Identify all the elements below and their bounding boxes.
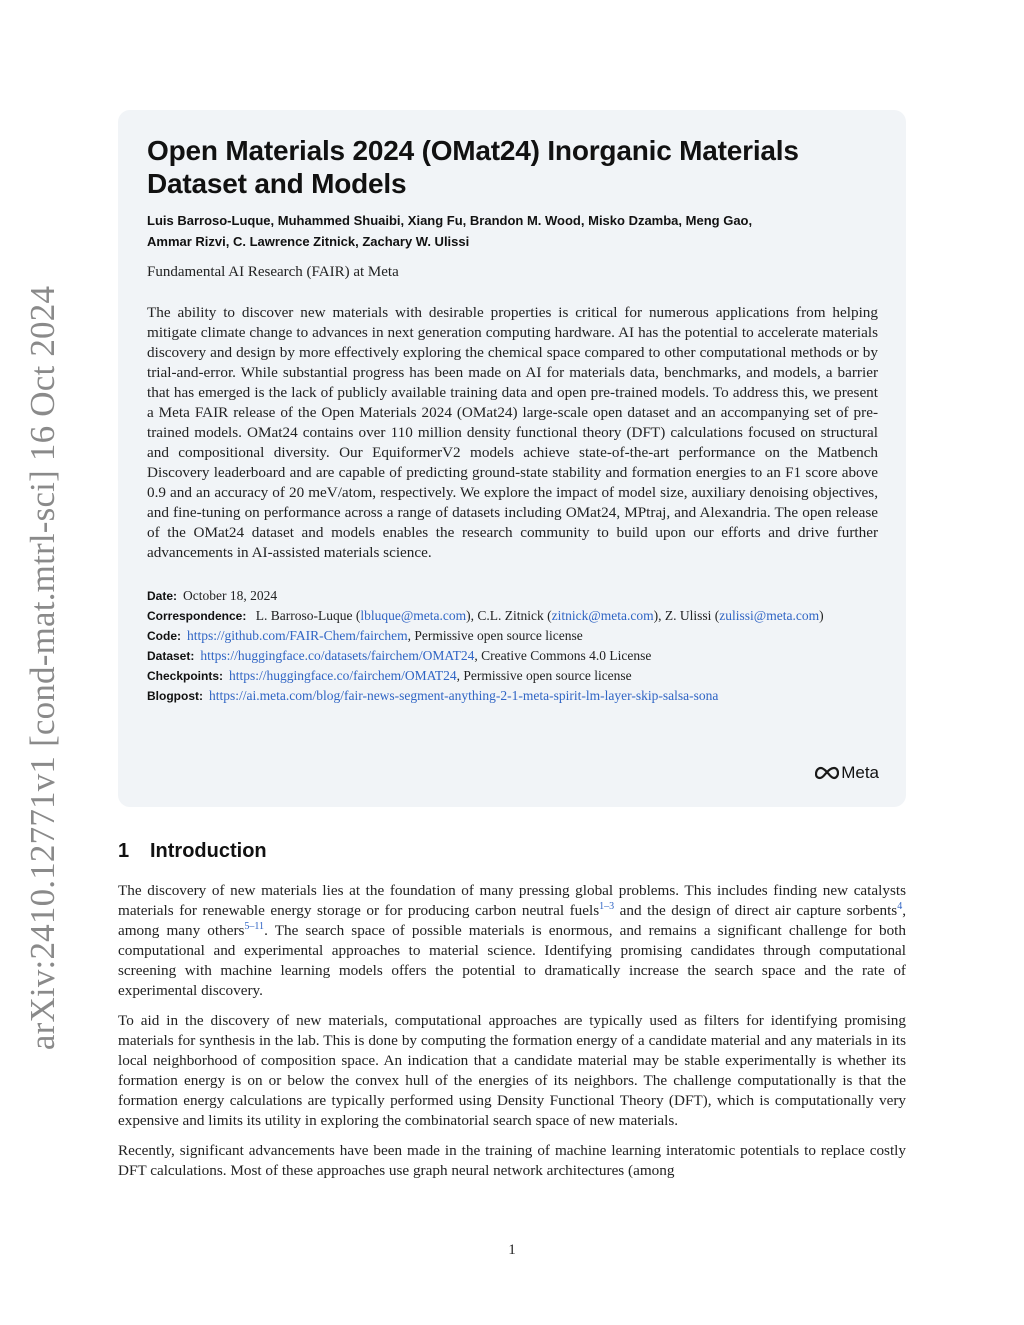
dataset-license: , Creative Commons 4.0 License: [474, 648, 652, 663]
section-number: 1: [118, 840, 130, 862]
email-link[interactable]: zulissi@meta.com: [719, 608, 820, 623]
paragraph: To aid in the discovery of new materials, computational approaches are typically used as filters for identifying promising materials for synthesis in the lab. This is done by computing the formation energy of a candidate material and any materials in its local neighborhood of composition space. An indication that a candidate material may be stable experimentally is whether its formation energy is on or below the convex hull of the energies of its neighbors. The challenge computationally is that the formation energy calculations are typically performed using Density Functional Theory (DFT), which is computationally very expensive and limits its utility in exploring the combinatorial search space of new materials.: [118, 1012, 906, 1129]
author-name: C. Lawrence Zitnick: [232, 234, 356, 249]
author-name: Misko Dzamba: [588, 213, 679, 228]
meta-infinity-icon: [815, 766, 839, 780]
correspondence-name: Z. Ulissi: [664, 608, 712, 623]
paper-title: Open Materials 2024 (OMat24) Inorganic Materials Dataset and Models: [147, 135, 799, 199]
date-value: October 18, 2024: [183, 588, 278, 603]
paper-header-box: [118, 110, 906, 807]
text-run: . The search space of possible materials is enormous, and remains a significant challenge for both computational and experimental approaches to material science. Identifying promising candidates through computational screening with machine learning models offers the potential to dramatically increase the search space and the rate of experimental discovery.: [118, 922, 906, 999]
paragraph: [118, 881, 906, 1001]
meta-logo: [815, 762, 879, 784]
correspondence-name: C.L. Zitnick: [477, 608, 544, 623]
code-row: [147, 626, 878, 646]
page-number: 1: [508, 1242, 516, 1258]
meta-logo-text: Meta: [841, 763, 879, 782]
text-run: and the design of direct air capture sorbents: [614, 902, 898, 919]
abstract: The ability to discover new materials with desirable properties is critical for numerous applications from helping mitigate climate change to advances in next generation computing hardware. AI has the potential to accelerate materials discovery and design by more effectively exploring the chemical space compared to other computational methods or by trial-and-error. While substantial progress has been made on AI for materials data, benchmarks, and models, a barrier that has emerged is the lack of publicly available training data and open pre-trained models. To address this, we present a Meta FAIR release of the Open Materials 2024 (OMat24) large-scale open dataset and an accompanying set of pre-trained models. OMat24 contains over 110 million density functional theory (DFT) calculations focused on structural and compositional diversity. Our EquiformerV2 models achieve state-of-the-art performance on the Matbench Discovery leaderboard and are capable of predicting ground-state stability and formation energies to an F1 score above 0.9 and an accuracy of 20 meV/atom, respectively. We explore the impact of model size, auxiliary denoising objectives, and fine-tuning on performance across a range of datasets including OMat24, MPtraj, and Alexandria. The open release of the OMat24 dataset and models enables the research community to build upon our efforts and drive further advancements in AI-assisted materials science.: [147, 304, 878, 561]
blogpost-row: [147, 686, 878, 706]
author-name: Zachary W. Ulissi: [362, 234, 470, 249]
citation-link[interactable]: 4: [897, 900, 903, 912]
checkpoints-row: [147, 666, 878, 686]
author-list: Luis Barroso-Luque, Muhammed Shuaibi, Xiang Fu, Brandon M. Wood, Misko Dzamba, Meng Gao, Ammar Rizvi, C. Lawrence Zitnick, Zachary W. Ulissi: [147, 213, 753, 249]
dataset-row: [147, 646, 878, 666]
arxiv-identifier-stamp: arXiv:2410.12771v1 [cond-mat.mtrl-sci] 16 Oct 2024: [23, 285, 62, 1051]
blogpost-label: Blogpost:: [147, 689, 203, 703]
section-title: Introduction: [150, 840, 267, 862]
code-link[interactable]: https://github.com/FAIR-Chem/fairchem: [187, 628, 408, 643]
text-run: The discovery of new materials lies at the foundation of many pressing global problems. This includes finding new catalysts materials for renewable energy storage or for producing carbon neutral fuels: [118, 882, 906, 919]
email-link[interactable]: lbluque@meta.com: [360, 608, 467, 623]
citation-link[interactable]: 5–11: [244, 920, 265, 932]
correspondence-name: L. Barroso-Luque: [255, 608, 353, 623]
author-name: Xiang Fu: [407, 213, 463, 228]
text-run: , among many others: [118, 902, 907, 939]
email-link[interactable]: zitnick@meta.com: [551, 608, 654, 623]
checkpoints-label: Checkpoints:: [147, 669, 224, 683]
date-label: Date:: [147, 589, 178, 603]
citation-link[interactable]: 1–3: [599, 900, 615, 912]
author-name: Luis Barroso-Luque: [147, 213, 271, 228]
affiliation: Fundamental AI Research (FAIR) at Meta: [147, 264, 399, 280]
correspondence-label: Correspondence:: [147, 609, 247, 623]
dataset-link[interactable]: https://huggingface.co/datasets/fairchem/OMAT24: [200, 648, 475, 663]
author-name: Ammar Rizvi: [147, 234, 226, 249]
paper-metadata: [147, 586, 878, 706]
dataset-label: Dataset:: [147, 649, 195, 663]
checkpoints-license: , Permissive open source license: [456, 668, 632, 683]
checkpoints-link[interactable]: https://huggingface.co/fairchem/OMAT24: [229, 668, 457, 683]
author-name: Muhammed Shuaibi: [277, 213, 401, 228]
author-name: Meng Gao: [685, 213, 749, 228]
code-license: , Permissive open source license: [407, 628, 583, 643]
section-heading: [118, 840, 267, 863]
date-row: [147, 586, 878, 606]
blogpost-link[interactable]: https://ai.meta.com/blog/fair-news-segment-anything-2-1-meta-spirit-lm-layer-skip-salsa-sona: [209, 688, 719, 703]
author-name: Brandon M. Wood: [469, 213, 581, 228]
paragraph: Recently, significant advancements have been made in the training of machine learning interatomic potentials to replace costly DFT calculations. Most of these approaches use graph neural network architectures (among: [118, 1142, 906, 1179]
correspondence-row: Correspondence: L. Barroso-Luque (lbluque@meta.com), C.L. Zitnick (zitnick@meta.com), Z. Ulissi (zulissi@meta.com): [147, 608, 824, 623]
introduction-body: [118, 881, 906, 1191]
code-label: Code:: [147, 629, 181, 643]
